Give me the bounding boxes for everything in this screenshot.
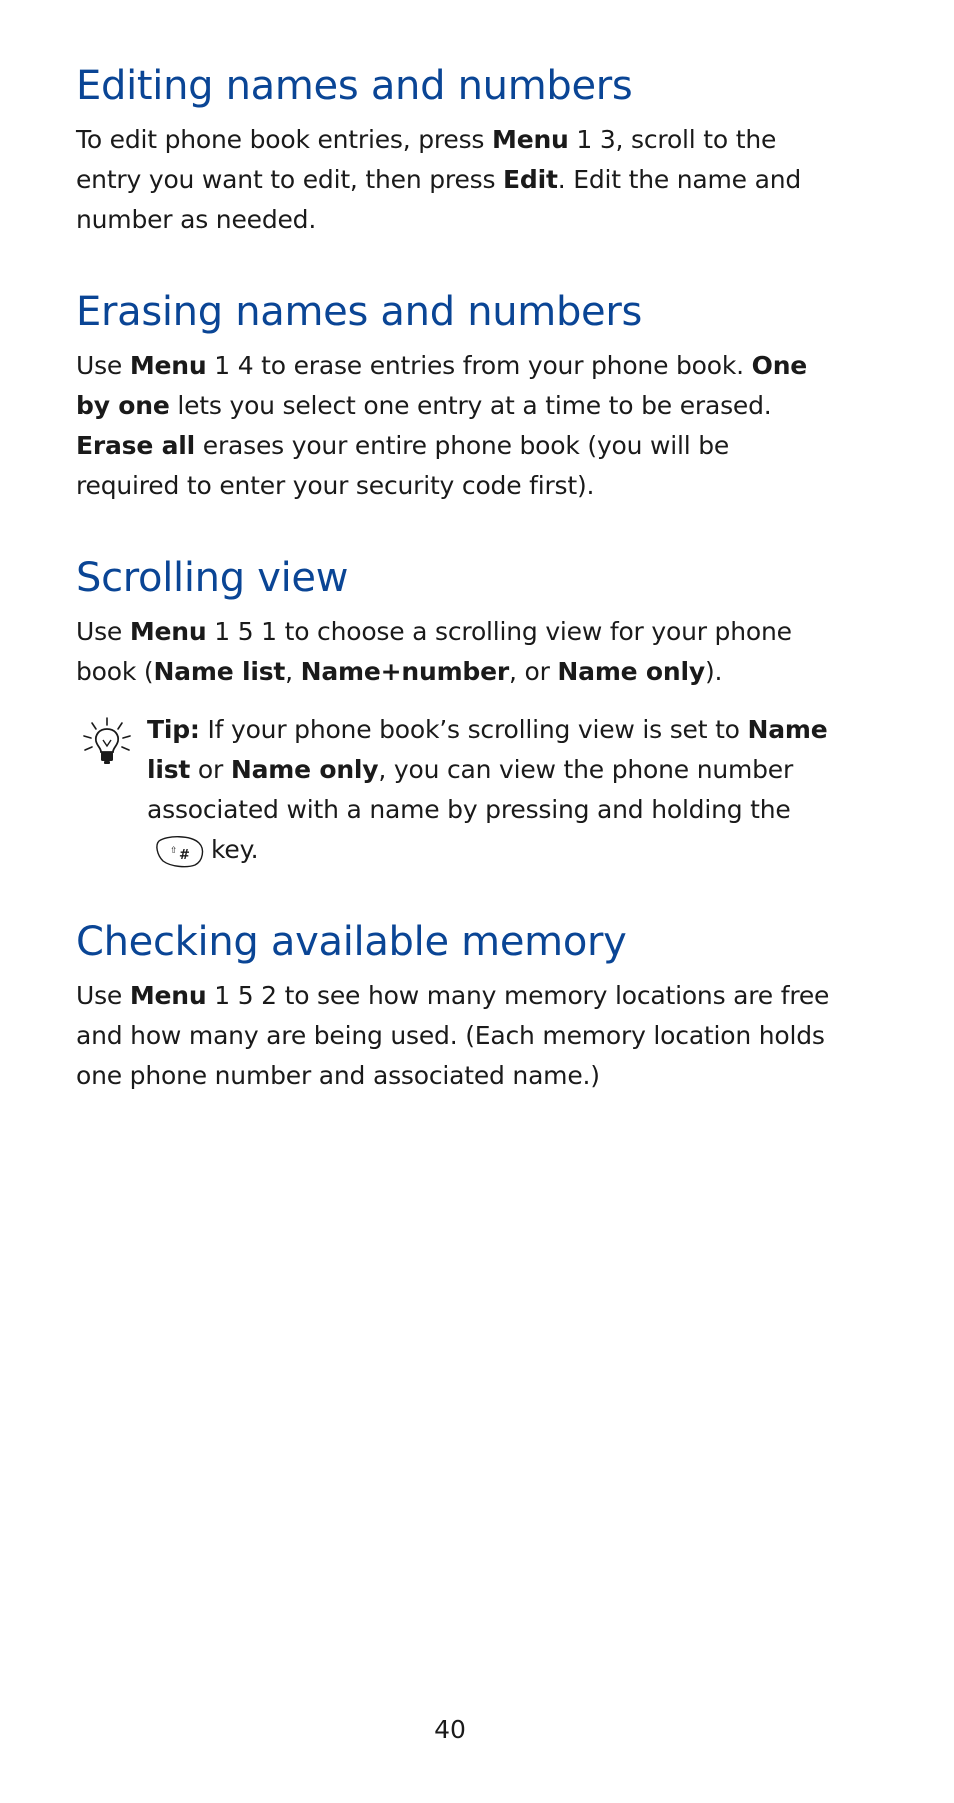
tip-box	[76, 710, 836, 870]
tip-text: Tip: If your phone book’s scrolling view is set to Name list or Name only, you can view the phone number associated with a name by pressing and holding the ⇧ # key.	[147, 715, 828, 864]
heading-memory: Checking available memory	[76, 919, 627, 965]
section-erasing	[76, 288, 836, 506]
heading-scrolling: Scrolling view	[76, 555, 349, 601]
manual-page	[76, 62, 836, 1144]
svg-text:#: #	[179, 848, 190, 863]
paragraph-memory: Use Menu 1 5 2 to see how many memory locations are free and how many are being used. (Each memory location holds one phone number and associated name.)	[76, 981, 830, 1090]
page-number: 40	[434, 1715, 466, 1744]
lightbulb-icon	[82, 716, 132, 766]
svg-text:⇧: ⇧	[170, 846, 178, 856]
paragraph-editing: To edit phone book entries, press Menu 1 3, scroll to the entry you want to edit, then press Edit. Edit the name and number as needed.	[76, 125, 802, 234]
section-memory	[76, 918, 836, 1096]
heading-editing: Editing names and numbers	[76, 63, 633, 109]
paragraph-scrolling: Use Menu 1 5 1 to choose a scrolling view for your phone book (Name list, Name+number, or Name only).	[76, 617, 792, 686]
section-scrolling	[76, 554, 836, 870]
section-editing	[76, 62, 836, 240]
heading-erasing: Erasing names and numbers	[76, 289, 643, 335]
hash-key-icon	[153, 833, 205, 869]
paragraph-erasing: Use Menu 1 4 to erase entries from your phone book. One by one lets you select one entry at a time to be erased. Erase all erases your entire phone book (you will be required to enter your security code first).	[76, 351, 808, 500]
